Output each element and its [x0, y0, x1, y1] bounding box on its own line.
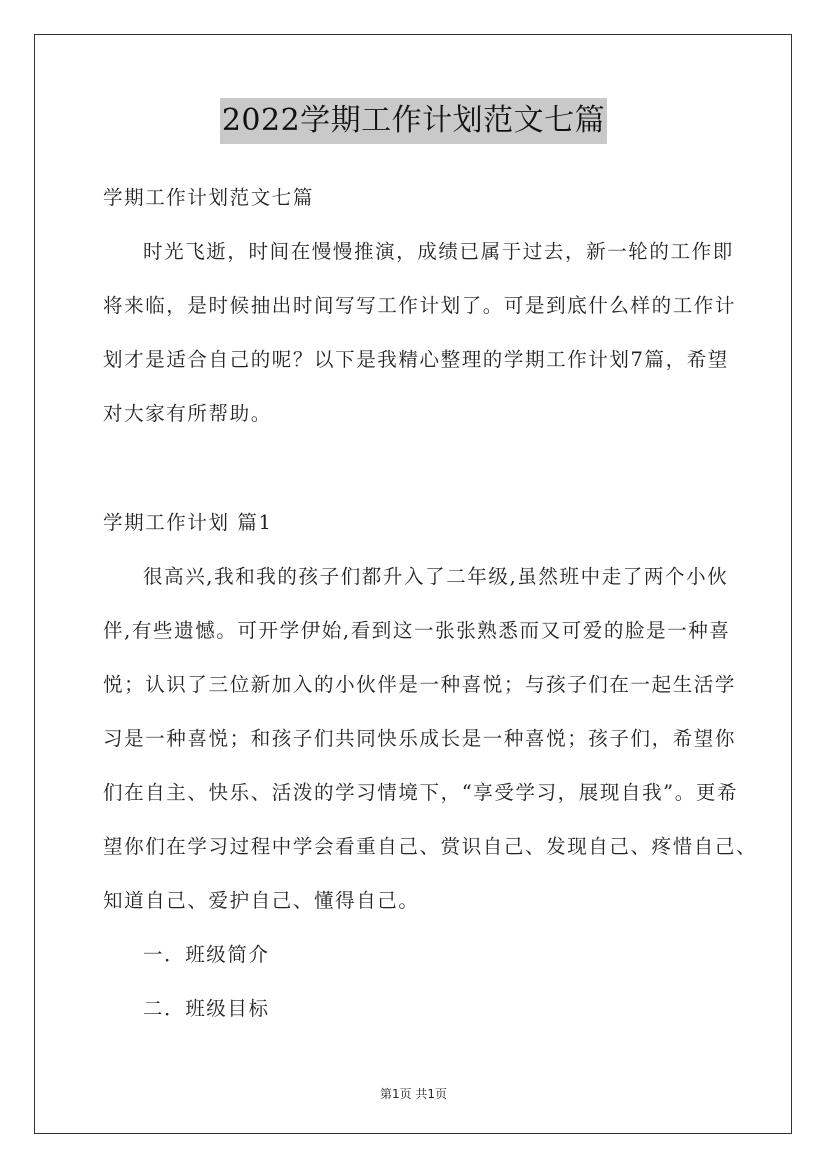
intro-line: 划才是适合自己的呢？以下是我精心整理的学期工作计划7篇，希望: [103, 348, 729, 371]
intro-line: 将来临，是时候抽出时间写写工作计划了。可是到底什么样的工作计: [103, 294, 737, 317]
section-heading: 学期工作计划 篇1: [103, 511, 273, 534]
body-line: 望你们在学习过程中学会看重自己、赏识自己、发现自己、疼惜自己、: [103, 835, 758, 858]
body-line: 习是一种喜悦；和孩子们共同快乐成长是一种喜悦；孩子们，希望你: [103, 727, 737, 750]
body-line: 们在自主、快乐、活泼的学习情境下，“享受学习，展现自我”。更希: [103, 781, 739, 804]
body-line: 伴,有些遗憾。可开学伊始,看到这一张张熟悉而又可爱的脸是一种喜: [103, 619, 731, 642]
body-line: 很高兴,我和我的孩子们都升入了二年级,虽然班中走了两个小伙: [143, 565, 729, 588]
outline-item: 一．班级简介: [143, 943, 270, 966]
document-title: 2022学期工作计划范文七篇: [220, 98, 607, 144]
body-line: 悦；认识了三位新加入的小伙伴是一种喜悦；与孩子们在一起生活学: [103, 673, 737, 696]
intro-line: 时光飞逝，时间在慢慢推演，成绩已属于过去，新一轮的工作即: [143, 240, 734, 263]
outline-item: 二．班级目标: [143, 997, 270, 1020]
intro-line: 对大家有所帮助。: [103, 402, 272, 425]
page-footer: 第1页 共1页: [379, 1087, 448, 1101]
title-container: [0, 98, 827, 144]
document-subtitle: 学期工作计划范文七篇: [103, 186, 315, 209]
body-line: 知道自己、爱护自己、懂得自己。: [103, 889, 420, 912]
